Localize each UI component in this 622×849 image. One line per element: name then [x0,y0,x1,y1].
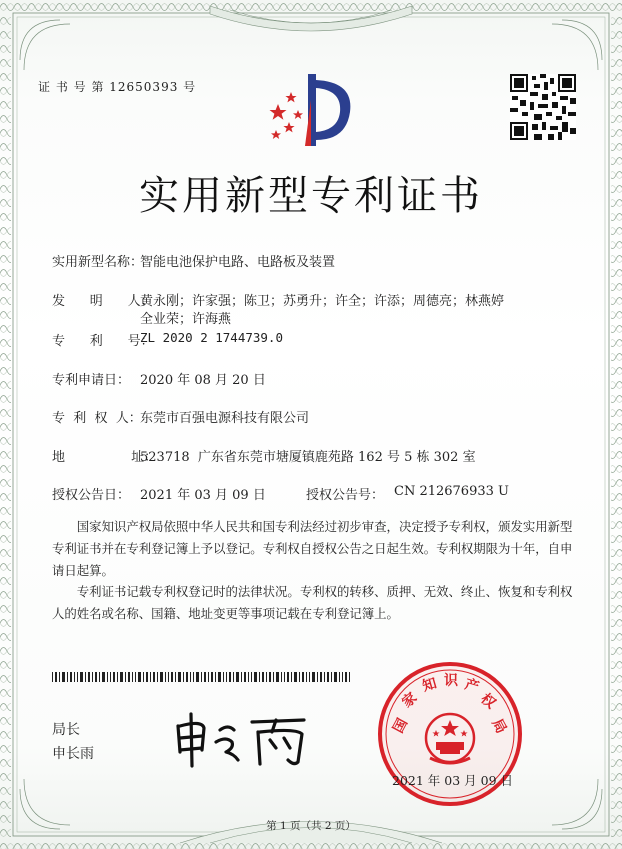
svg-text:权: 权 [477,690,499,713]
statement-paragraph-1: 国家知识产权局依照中华人民共和国专利法经过初步审查，决定授予专利权，颁发实用新型专利证书并在专利登记簿上予以登记。专利权自授权公告之日起生效。专利权期限为十年，自申请日起算。 [52,519,573,578]
application-date-label: 专利申请日： [52,373,131,388]
grant-number-label: 授权公告号： [306,488,385,503]
handwritten-signature [168,708,318,768]
utility-name-label: 实用新型名称： [52,255,144,270]
address-value: 523718 广东省东莞市塘厦镇鹿苑路 162 号 5 栋 302 室 [140,450,476,465]
patent-number-label: 专 利 号： [52,334,154,349]
director-title: 局长 [52,722,80,738]
grant-date-value: 2021 年 03 月 09 日 [140,488,266,503]
svg-text:产: 产 [462,676,481,696]
inventor-value-line2: 全业荣；许海燕 [140,312,232,327]
qr-code-icon [510,74,576,140]
patentee-label: 专 利 权 人： [52,411,142,426]
svg-text:国: 国 [390,716,412,736]
cnipa-emblem-icon [258,70,362,150]
svg-text:局: 局 [488,716,510,737]
director-name: 申长雨 [52,746,94,762]
barcode-icon [52,672,350,682]
inventor-value-line1: 黄永刚；许家强；陈卫；苏勇升；许全；许添；周德亮；林燕婷 [140,294,505,309]
address-label: 地 址： [52,450,158,465]
inventor-label: 发 明 人： [52,294,154,309]
seal-date: 2021 年 03 月 09 日 [392,773,513,788]
certificate-number: 证 书 号 第 12650393 号 [38,80,197,94]
patent-number-value: ZL 2020 2 1744739.0 [140,330,283,345]
application-date-value: 2020 年 08 月 20 日 [140,373,266,388]
svg-text:知: 知 [420,675,439,695]
grant-date-label: 授权公告日： [52,488,131,503]
utility-name-value: 智能电池保护电路、电路板及装置 [140,255,336,270]
patentee-value: 东莞市百强电源科技有限公司 [140,411,310,426]
page-footer: 第 1 页（共 2 页） [266,820,356,832]
grant-number-value: CN 212676933 U [394,484,509,499]
statement-paragraph-2: 专利证书记载专利权登记时的法律状况。专利权的转移、质押、无效、终止、恢复和专利权人的姓名或名称、国籍、地址变更等事项记载在专利登记簿上。 [52,584,573,621]
certificate-title: 实用新型专利证书 [139,173,483,219]
svg-text:家: 家 [399,689,421,712]
svg-text:识: 识 [444,673,458,689]
